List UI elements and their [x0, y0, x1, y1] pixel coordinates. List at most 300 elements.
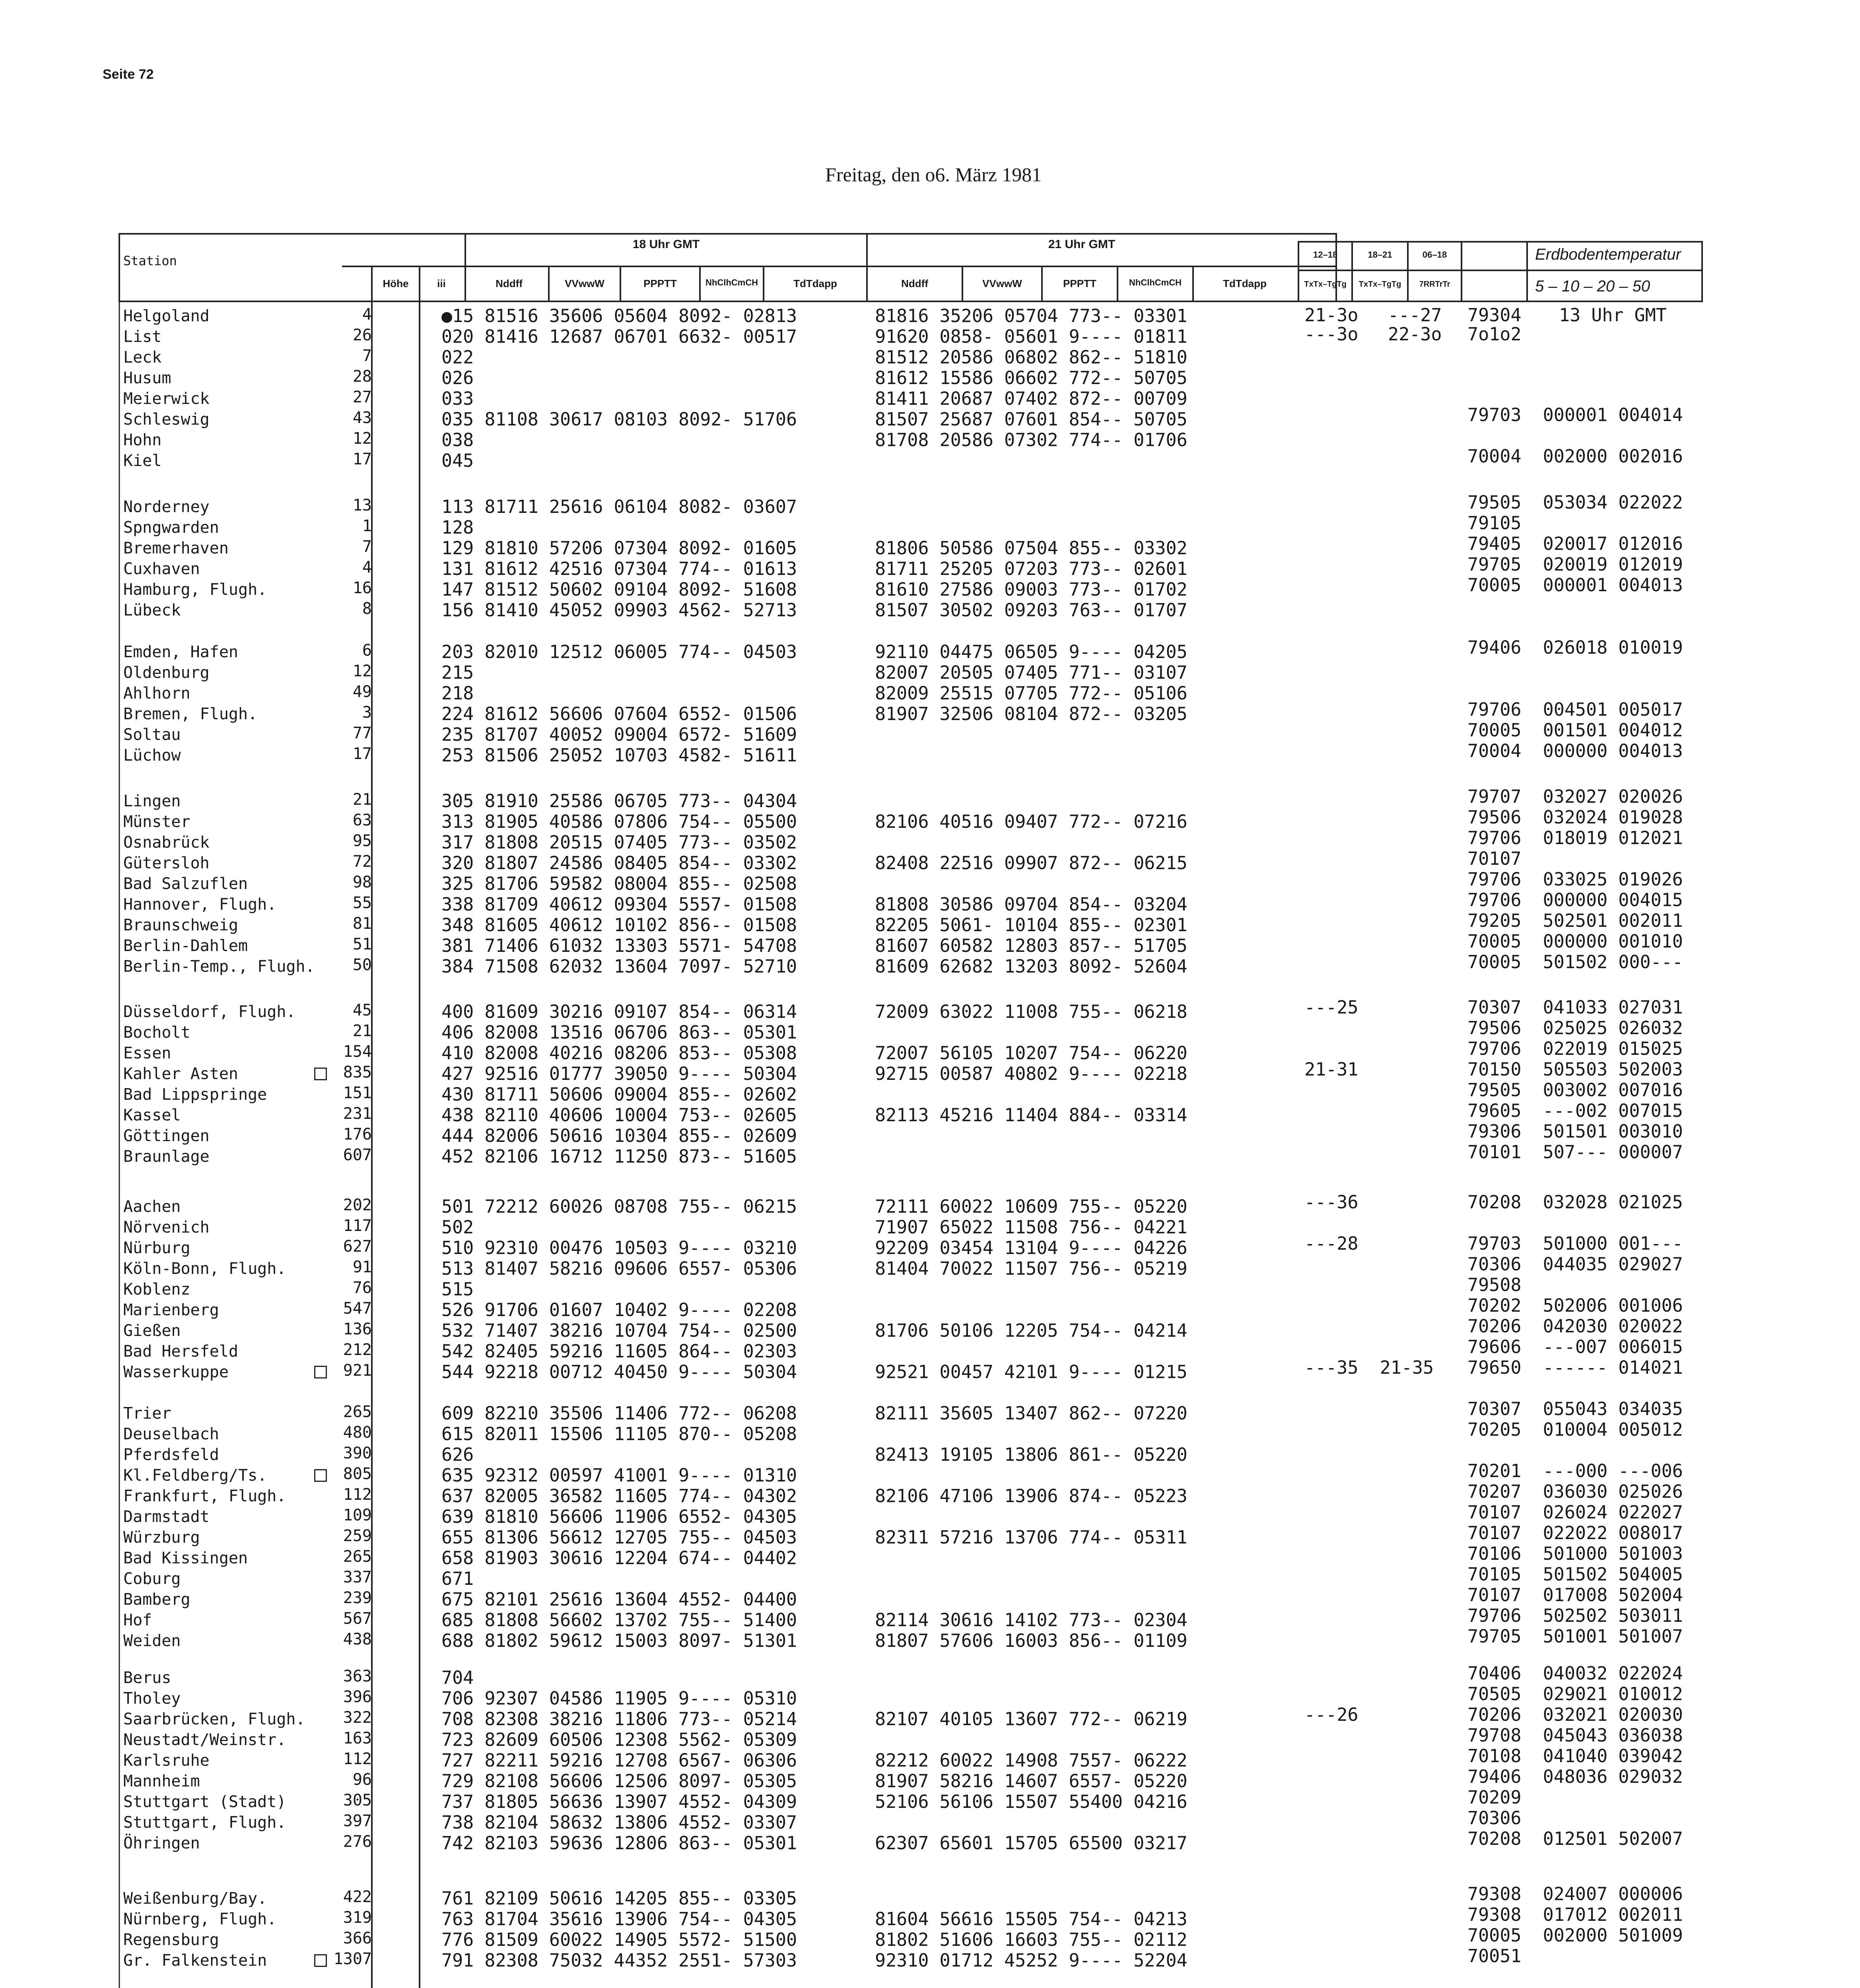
obs-18-gmt: 430 81711 50606 09004 855-- 02602	[441, 1084, 797, 1105]
station-height: 547	[343, 1299, 372, 1318]
obs-18-gmt: 406 82008 13516 06706 863-- 05301	[441, 1022, 797, 1043]
obs-21-gmt: 72009 63022 11008 755-- 06218	[875, 1001, 1188, 1022]
obs-21-gmt: 52106 56106 15507 55400 04216	[875, 1791, 1188, 1812]
station-height: 72	[352, 852, 372, 871]
soil-temperature: 70107 026024 022027	[1467, 1502, 1683, 1523]
station-height: 438	[343, 1630, 372, 1648]
station-name: Schleswig	[123, 410, 210, 429]
soil-temperature: 70307 055043 034035	[1467, 1398, 1683, 1419]
station-height: 363	[343, 1667, 372, 1685]
obs-18-gmt: 532 71407 38216 10704 754-- 02500	[441, 1320, 797, 1341]
station-height: 49	[352, 683, 372, 701]
header-txtx-2: TxTx–TgTg	[1359, 280, 1401, 289]
station-name: Kassel	[123, 1106, 181, 1124]
header-depths: 5 – 10 – 20 – 50	[1535, 278, 1650, 295]
obs-18-gmt: 235 81707 40052 09004 6572- 51609	[441, 724, 797, 745]
station-name: Bremerhaven	[123, 539, 229, 557]
obs-21-gmt: 82212 60022 14908 7557- 06222	[875, 1750, 1188, 1771]
station-height: 305	[343, 1791, 372, 1809]
station-height: 136	[343, 1320, 372, 1338]
soil-temperature: 79706 004501 005017	[1467, 699, 1683, 720]
obs-18-gmt: 526 91706 01607 10402 9---- 02208	[441, 1299, 797, 1320]
header-hoehe: Höhe	[383, 278, 409, 289]
station-name: Pferdsfeld	[123, 1446, 219, 1464]
header-nh: NhClhCmCH	[706, 278, 758, 287]
station-name: Regensburg	[123, 1931, 219, 1949]
station-height: 805	[343, 1465, 372, 1483]
soil-temperature: 79505 003002 007016	[1467, 1079, 1683, 1101]
obs-18-gmt: 215	[441, 662, 474, 683]
station-name: Hohn	[123, 431, 162, 449]
header-nddff: Nddff	[496, 278, 523, 289]
station-height: 91	[352, 1258, 372, 1276]
soil-temperature: 70101 507--- 000007	[1467, 1142, 1683, 1163]
obs-18-gmt: 020 81416 12687 06701 6632- 00517	[441, 326, 797, 347]
header-ppptt: PPPTT	[643, 278, 677, 289]
obs-18-gmt: 033	[441, 388, 474, 409]
station-name: Stuttgart, Flugh.	[123, 1813, 286, 1832]
station-height: 12	[352, 662, 372, 680]
obs-18-gmt: 729 82108 56606 12506 8097- 05305	[441, 1771, 797, 1792]
station-name: Öhringen	[123, 1834, 200, 1852]
header-vvwww: VVwwW	[565, 278, 604, 289]
obs-18-gmt: 723 82609 60506 12308 5562- 05309	[441, 1729, 797, 1750]
station-height: 4	[362, 305, 372, 324]
obs-21-gmt: 81507 30502 09203 763-- 01707	[875, 600, 1188, 621]
station-name: Nürburg	[123, 1239, 190, 1257]
obs-18-gmt: 313 81905 40586 07806 754-- 05500	[441, 811, 797, 832]
soil-temperature: 79205 502501 002011	[1467, 910, 1683, 931]
station-height: 16	[352, 579, 372, 597]
soil-temperature: 79406 026018 010019	[1467, 637, 1683, 658]
header-iii: iii	[437, 278, 446, 289]
station-height: 81	[352, 914, 372, 933]
header-tt-2: TdTdapp	[1223, 278, 1267, 289]
station-height: 422	[343, 1888, 372, 1906]
soil-temperature: 70005 501502 000---	[1467, 951, 1683, 973]
station-name: Essen	[123, 1044, 171, 1062]
soil-temperature: 70306 044035 029027	[1467, 1254, 1683, 1275]
obs-21-gmt: 82106 47106 13906 874-- 05223	[875, 1485, 1188, 1507]
obs-18-gmt: 742 82103 59636 12806 863-- 05301	[441, 1833, 797, 1854]
station-name: Weiden	[123, 1632, 181, 1650]
station-height: 63	[352, 811, 372, 829]
obs-18-gmt: 655 81306 56612 12705 755-- 04503	[441, 1527, 797, 1548]
header-nddff-2: Nddff	[901, 278, 928, 289]
obs-18-gmt: 776 81509 60022 14905 5572- 51500	[441, 1929, 797, 1950]
obs-18-gmt: 737 81805 56636 13907 4552- 04309	[441, 1791, 797, 1812]
header-erdbodentemperatur: Erdbodentemperatur	[1535, 246, 1681, 263]
soil-temperature: 70005 000001 004013	[1467, 575, 1683, 596]
extra-value: ---27	[1388, 305, 1442, 326]
obs-21-gmt: 81708 20586 07302 774-- 01706	[875, 429, 1188, 450]
station-height: 276	[343, 1833, 372, 1851]
station-name: Coburg	[123, 1570, 181, 1588]
station-height: 239	[343, 1589, 372, 1607]
station-name: Stuttgart (Stadt)	[123, 1793, 286, 1811]
obs-18-gmt: 131 81612 42516 07304 774-- 01613	[441, 558, 797, 579]
station-height: 76	[352, 1279, 372, 1297]
station-marker-icon	[314, 1469, 327, 1482]
soil-temperature: 79508	[1467, 1274, 1522, 1295]
station-name: Soltau	[123, 726, 181, 744]
station-name: Hannover, Flugh.	[123, 895, 277, 914]
station-marker-icon	[314, 1068, 327, 1080]
station-height: 231	[343, 1105, 372, 1123]
header-21-uhr: 21 Uhr GMT	[1048, 238, 1116, 251]
station-height: 627	[343, 1237, 372, 1256]
station-name: Bamberg	[123, 1590, 190, 1609]
obs-18-gmt: 381 71406 61032 13303 5571- 54708	[441, 935, 797, 956]
soil-temperature: 79705 501001 501007	[1467, 1626, 1683, 1647]
obs-18-gmt: 156 81410 45052 09903 4562- 52713	[441, 600, 797, 621]
station-height: 21	[352, 790, 372, 809]
station-height: 8	[362, 600, 372, 618]
obs-21-gmt: 62307 65601 15705 65500 03217	[875, 1833, 1188, 1854]
station-height: 98	[352, 873, 372, 891]
obs-18-gmt: 035 81108 30617 08103 8092- 51706	[441, 409, 797, 430]
station-name: Kl.Feldberg/Ts.	[123, 1466, 267, 1485]
soil-temperature: 70005 000000 001010	[1467, 931, 1683, 952]
obs-21-gmt: 81907 58216 14607 6557- 05220	[875, 1771, 1188, 1792]
station-height: 265	[343, 1547, 372, 1566]
station-name: Ahlhorn	[123, 684, 190, 703]
header-tt: TdTdapp	[793, 278, 837, 289]
obs-18-gmt: 791 82308 75032 44352 2551- 57303	[441, 1950, 797, 1971]
soil-temperature: 70207 036030 025026	[1467, 1481, 1683, 1502]
obs-18-gmt: 704	[441, 1667, 474, 1688]
header-ppptt-2: PPPTT	[1063, 278, 1096, 289]
temp-extremes: 21-31	[1304, 1059, 1359, 1080]
obs-21-gmt: 81609 62682 13203 8092- 52604	[875, 956, 1188, 977]
station-height: 163	[343, 1729, 372, 1747]
station-name: Berus	[123, 1669, 171, 1687]
station-name: Berlin-Temp., Flugh.	[123, 957, 315, 976]
soil-temperature: 70306	[1467, 1807, 1522, 1829]
obs-18-gmt: 727 82211 59216 12708 6567- 06306	[441, 1750, 797, 1771]
temp-extremes: ---36	[1304, 1192, 1359, 1213]
obs-18-gmt: 320 81807 24586 08405 854-- 03302	[441, 852, 797, 874]
station-height: 154	[343, 1043, 372, 1061]
station-height: 45	[352, 1001, 372, 1019]
soil-temperature: 79308 017012 002011	[1467, 1904, 1683, 1925]
obs-18-gmt: 515	[441, 1279, 474, 1300]
soil-temperature: 79605 ---002 007015	[1467, 1100, 1683, 1121]
obs-18-gmt: 637 82005 36582 11605 774-- 04302	[441, 1485, 797, 1507]
soil-temperature: 79505 053034 022022	[1467, 492, 1683, 513]
obs-18-gmt: ●15 81516 35606 05604 8092- 02813	[441, 305, 797, 326]
obs-21-gmt: 82413 19105 13806 861-- 05220	[875, 1444, 1188, 1465]
obs-18-gmt: 218	[441, 683, 474, 704]
soil-temperature: 70208 012501 502007	[1467, 1828, 1683, 1849]
obs-21-gmt: 82106 40516 09407 772-- 07216	[875, 811, 1188, 832]
station-name: Spngwarden	[123, 518, 219, 537]
obs-21-gmt: 72111 60022 10609 755-- 05220	[875, 1196, 1188, 1217]
station-height: 26	[352, 326, 372, 344]
header-rrr: 7RRTrTr	[1419, 280, 1450, 289]
station-name: Bad Salzuflen	[123, 875, 248, 893]
obs-18-gmt: 317 81808 20515 07405 773-- 03502	[441, 832, 797, 853]
obs-21-gmt: 81907 32506 08104 872-- 03205	[875, 703, 1188, 724]
obs-18-gmt: 502	[441, 1217, 474, 1238]
header-nh-2: NhClhCmCH	[1129, 278, 1182, 287]
obs-18-gmt: 348 81605 40612 10102 856-- 01508	[441, 914, 797, 936]
obs-21-gmt: 81706 50106 12205 754-- 04214	[875, 1320, 1188, 1341]
station-name: Münster	[123, 813, 190, 831]
soil-temperature: 70406 040032 022024	[1467, 1663, 1683, 1684]
soil-temperature: 79705 020019 012019	[1467, 554, 1683, 575]
soil-temperature: 70051	[1467, 1945, 1522, 1967]
station-name: Gütersloh	[123, 854, 210, 872]
extra-value: 79304	[1467, 305, 1522, 326]
station-name: Norderney	[123, 498, 210, 516]
soil-temperature: 79703 000001 004014	[1467, 404, 1683, 425]
station-name: Gießen	[123, 1322, 181, 1340]
obs-18-gmt: 685 81808 56602 13702 755-- 51400	[441, 1609, 797, 1631]
soil-temperature: 79708 045043 036038	[1467, 1725, 1683, 1746]
station-name: Bad Hersfeld	[123, 1342, 238, 1361]
station-height: 567	[343, 1609, 372, 1628]
obs-21-gmt: 82107 40105 13607 772-- 06219	[875, 1708, 1188, 1730]
station-height: 43	[352, 409, 372, 427]
station-height: 96	[352, 1771, 372, 1789]
station-height: 4	[362, 558, 372, 577]
station-height: 480	[343, 1423, 372, 1442]
station-name: Bremen, Flugh.	[123, 705, 258, 723]
station-height: 176	[343, 1125, 372, 1143]
soil-temperature: 79506 032024 019028	[1467, 807, 1683, 828]
soil-temperature: 70205 010004 005012	[1467, 1419, 1683, 1440]
station-name: Mannheim	[123, 1772, 200, 1790]
obs-21-gmt: 81612 15586 06602 772-- 50705	[875, 367, 1188, 388]
temp-extremes: ---25	[1304, 997, 1359, 1018]
station-name: Neustadt/Weinstr.	[123, 1731, 286, 1749]
soil-temperature: 79707 032027 020026	[1467, 786, 1683, 807]
soil-temperature: 70202 502006 001006	[1467, 1295, 1683, 1316]
header-period-18-21: 18–21	[1368, 250, 1392, 260]
station-name: Göttingen	[123, 1127, 210, 1145]
header-18-uhr: 18 Uhr GMT	[632, 238, 700, 251]
obs-21-gmt: 81404 70022 11507 756-- 05219	[875, 1258, 1188, 1279]
station-height: 13	[352, 496, 372, 514]
station-name: Bad Lippspringe	[123, 1085, 267, 1104]
soil-temperature: 70004 000000 004013	[1467, 740, 1683, 761]
obs-18-gmt: 639 81810 56606 11906 6552- 04305	[441, 1506, 797, 1527]
station-height: 3	[362, 703, 372, 722]
station-height: 607	[343, 1146, 372, 1164]
station-height: 77	[352, 724, 372, 742]
station-name: Bocholt	[123, 1023, 190, 1042]
extra-value: 7o1o2	[1467, 324, 1522, 345]
obs-18-gmt: 761 82109 50616 14205 855-- 03305	[441, 1888, 797, 1909]
obs-18-gmt: 129 81810 57206 07304 8092- 01605	[441, 538, 797, 559]
station-name: Cuxhaven	[123, 560, 200, 578]
station-height: 7	[362, 538, 372, 556]
header-period-12-18: 12–18	[1313, 250, 1338, 260]
station-name: Tholey	[123, 1689, 181, 1708]
station-height: 1	[362, 517, 372, 535]
station-height: 50	[352, 956, 372, 974]
obs-21-gmt: 82007 20505 07405 771-- 03107	[875, 662, 1188, 683]
soil-temperature: 70106 501000 501003	[1467, 1543, 1683, 1564]
obs-18-gmt: 147 81512 50602 09104 8092- 51608	[441, 579, 797, 600]
obs-21-gmt: 82408 22516 09907 872-- 06215	[875, 852, 1188, 874]
obs-21-gmt: 92521 00457 42101 9---- 01215	[875, 1361, 1188, 1382]
page-number: Seite 72	[103, 67, 154, 82]
station-height: 51	[352, 935, 372, 953]
station-height: 95	[352, 832, 372, 850]
temp-extremes: ---35 21-35	[1304, 1357, 1434, 1378]
soil-temperature: 70208 032028 021025	[1467, 1192, 1683, 1213]
station-height: 21	[352, 1022, 372, 1040]
station-name: Oldenburg	[123, 664, 210, 682]
extra-value: 22-3o	[1388, 324, 1442, 345]
extra-value: ---3o	[1304, 324, 1359, 345]
obs-18-gmt: 513 81407 58216 09606 6557- 05306	[441, 1258, 797, 1279]
soil-temperature: 70206 042030 020022	[1467, 1316, 1683, 1337]
soil-temperature: 70107 022022 008017	[1467, 1522, 1683, 1543]
obs-21-gmt: 82311 57216 13706 774-- 05311	[875, 1527, 1188, 1548]
soil-temperature: 79706 033025 019026	[1467, 869, 1683, 890]
soil-temperature: 70505 029021 010012	[1467, 1683, 1683, 1705]
obs-21-gmt: 82111 35605 13407 862-- 07220	[875, 1403, 1188, 1424]
soil-temperature: 70004 002000 002016	[1467, 446, 1683, 467]
station-name: Würzburg	[123, 1528, 200, 1547]
extra-value: 13 Uhr GMT	[1559, 305, 1667, 326]
soil-temperature: 70107	[1467, 848, 1522, 869]
obs-18-gmt: 128	[441, 517, 474, 538]
station-height: 397	[343, 1812, 372, 1830]
soil-temperature: 79706 000000 004015	[1467, 889, 1683, 911]
station-height: 7	[362, 347, 372, 365]
station-name: Lingen	[123, 792, 181, 810]
obs-18-gmt: 253 81506 25052 10703 4582- 51611	[441, 745, 797, 766]
obs-18-gmt: 224 81612 56606 07604 6552- 01506	[441, 703, 797, 724]
obs-21-gmt: 82113 45216 11404 884-- 03314	[875, 1105, 1188, 1126]
obs-18-gmt: 615 82011 15506 11105 870-- 05208	[441, 1423, 797, 1444]
obs-18-gmt: 022	[441, 347, 474, 368]
soil-temperature: 79650 ------ 014021	[1467, 1357, 1683, 1378]
station-name: Braunschweig	[123, 916, 238, 934]
soil-temperature: 70107 017008 502004	[1467, 1584, 1683, 1606]
station-height: 337	[343, 1568, 372, 1586]
station-name: Osnabrück	[123, 833, 210, 852]
station-marker-icon	[314, 1954, 327, 1967]
station-height: 366	[343, 1929, 372, 1947]
station-name: Lübeck	[123, 601, 181, 619]
station-name: Bad Kissingen	[123, 1549, 248, 1567]
obs-18-gmt: 113 81711 25616 06104 8082- 03607	[441, 496, 797, 517]
station-height: 12	[352, 429, 372, 448]
obs-18-gmt: 203 82010 12512 06005 774-- 04503	[441, 641, 797, 662]
obs-21-gmt: 81807 57606 16003 856-- 01109	[875, 1630, 1188, 1651]
soil-temperature: 70206 032021 020030	[1467, 1704, 1683, 1725]
station-height: 265	[343, 1403, 372, 1421]
station-name: Saarbrücken, Flugh.	[123, 1710, 305, 1728]
obs-18-gmt: 706 92307 04586 11905 9---- 05310	[441, 1688, 797, 1709]
obs-18-gmt: 708 82308 38216 11806 773-- 05214	[441, 1708, 797, 1730]
soil-temperature: 79306 501501 003010	[1467, 1121, 1683, 1142]
obs-21-gmt: 92110 04475 06505 9---- 04205	[875, 641, 1188, 662]
obs-21-gmt: 82009 25515 07705 772-- 05106	[875, 683, 1188, 704]
header-vvwww-2: VVwwW	[982, 278, 1022, 289]
obs-18-gmt: 671	[441, 1568, 474, 1589]
date-heading: Freitag, den o6. März 1981	[825, 163, 1042, 186]
station-name: Emden, Hafen	[123, 643, 238, 661]
soil-temperature: 70150 505503 502003	[1467, 1059, 1683, 1080]
station-name: Köln-Bonn, Flugh.	[123, 1260, 286, 1278]
obs-18-gmt: 510 92310 00476 10503 9---- 03210	[441, 1237, 797, 1258]
station-height: 390	[343, 1444, 372, 1462]
soil-temperature: 79706 022019 015025	[1467, 1038, 1683, 1059]
obs-18-gmt: 688 81802 59612 15003 8097- 51301	[441, 1630, 797, 1651]
obs-18-gmt: 635 92312 00597 41001 9---- 01310	[441, 1465, 797, 1486]
station-height: 1307	[333, 1950, 372, 1968]
obs-18-gmt: 410 82008 40216 08206 853-- 05308	[441, 1043, 797, 1064]
station-height: 27	[352, 388, 372, 406]
soil-temperature: 79406 048036 029032	[1467, 1766, 1683, 1787]
station-height: 212	[343, 1341, 372, 1359]
obs-21-gmt: 81711 25205 07203 773-- 02601	[875, 558, 1188, 579]
obs-18-gmt: 305 81910 25586 06705 773-- 04304	[441, 790, 797, 812]
soil-temperature: 79105	[1467, 513, 1522, 534]
obs-21-gmt: 81411 20687 07402 872-- 00709	[875, 388, 1188, 409]
obs-18-gmt: 658 81903 30616 12204 674-- 04402	[441, 1547, 797, 1569]
obs-18-gmt: 338 81709 40612 09304 5557- 01508	[441, 894, 797, 915]
soil-temperature: 79703 501000 001---	[1467, 1233, 1683, 1254]
header-period-06-18: 06–18	[1422, 250, 1447, 260]
station-height: 396	[343, 1688, 372, 1706]
obs-18-gmt: 452 82106 16712 11250 873-- 51605	[441, 1146, 797, 1167]
obs-21-gmt: 81806 50586 07504 855-- 03302	[875, 538, 1188, 559]
station-height: 112	[343, 1750, 372, 1768]
obs-18-gmt: 438 82110 40606 10004 753-- 02605	[441, 1105, 797, 1126]
obs-18-gmt: 400 81609 30216 09107 854-- 06314	[441, 1001, 797, 1022]
soil-temperature: 70201 ---000 ---006	[1467, 1460, 1683, 1481]
station-height: 112	[343, 1485, 372, 1504]
obs-21-gmt: 92209 03454 13104 9---- 04226	[875, 1237, 1188, 1258]
station-height: 319	[343, 1908, 372, 1927]
station-height: 28	[352, 367, 372, 386]
station-name: Nürnberg, Flugh.	[123, 1910, 277, 1928]
obs-21-gmt: 92310 01712 45252 9---- 52204	[875, 1950, 1188, 1971]
station-name: Helgoland	[123, 307, 210, 325]
temp-extremes: ---26	[1304, 1704, 1359, 1725]
obs-21-gmt: 81604 56616 15505 754-- 04213	[875, 1908, 1188, 1930]
obs-18-gmt: 026	[441, 367, 474, 388]
station-height: 921	[343, 1361, 372, 1380]
station-height: 259	[343, 1527, 372, 1545]
soil-temperature: 70209	[1467, 1787, 1522, 1808]
soil-temperature: 79706 502502 503011	[1467, 1605, 1683, 1626]
station-name: Aachen	[123, 1198, 181, 1216]
obs-21-gmt: 81802 51606 16603 755-- 02112	[875, 1929, 1188, 1950]
station-name: Meierwick	[123, 390, 210, 408]
station-name: Gr. Falkenstein	[123, 1951, 267, 1970]
station-name: Leck	[123, 348, 162, 367]
obs-21-gmt: 82205 5061- 10104 855-- 02301	[875, 914, 1188, 936]
obs-21-gmt: 81507 25687 07601 854-- 50705	[875, 409, 1188, 430]
obs-21-gmt: 92715 00587 40802 9---- 02218	[875, 1063, 1188, 1084]
soil-temperature: 79506 025025 026032	[1467, 1017, 1683, 1039]
obs-18-gmt: 038	[441, 429, 474, 450]
soil-temperature: 79606 ---007 006015	[1467, 1336, 1683, 1357]
obs-18-gmt: 542 82405 59216 11605 864-- 02303	[441, 1341, 797, 1362]
station-height: 151	[343, 1084, 372, 1102]
obs-18-gmt: 427 92516 01777 39050 9---- 50304	[441, 1063, 797, 1084]
station-height: 117	[343, 1217, 372, 1235]
station-height: 202	[343, 1196, 372, 1214]
